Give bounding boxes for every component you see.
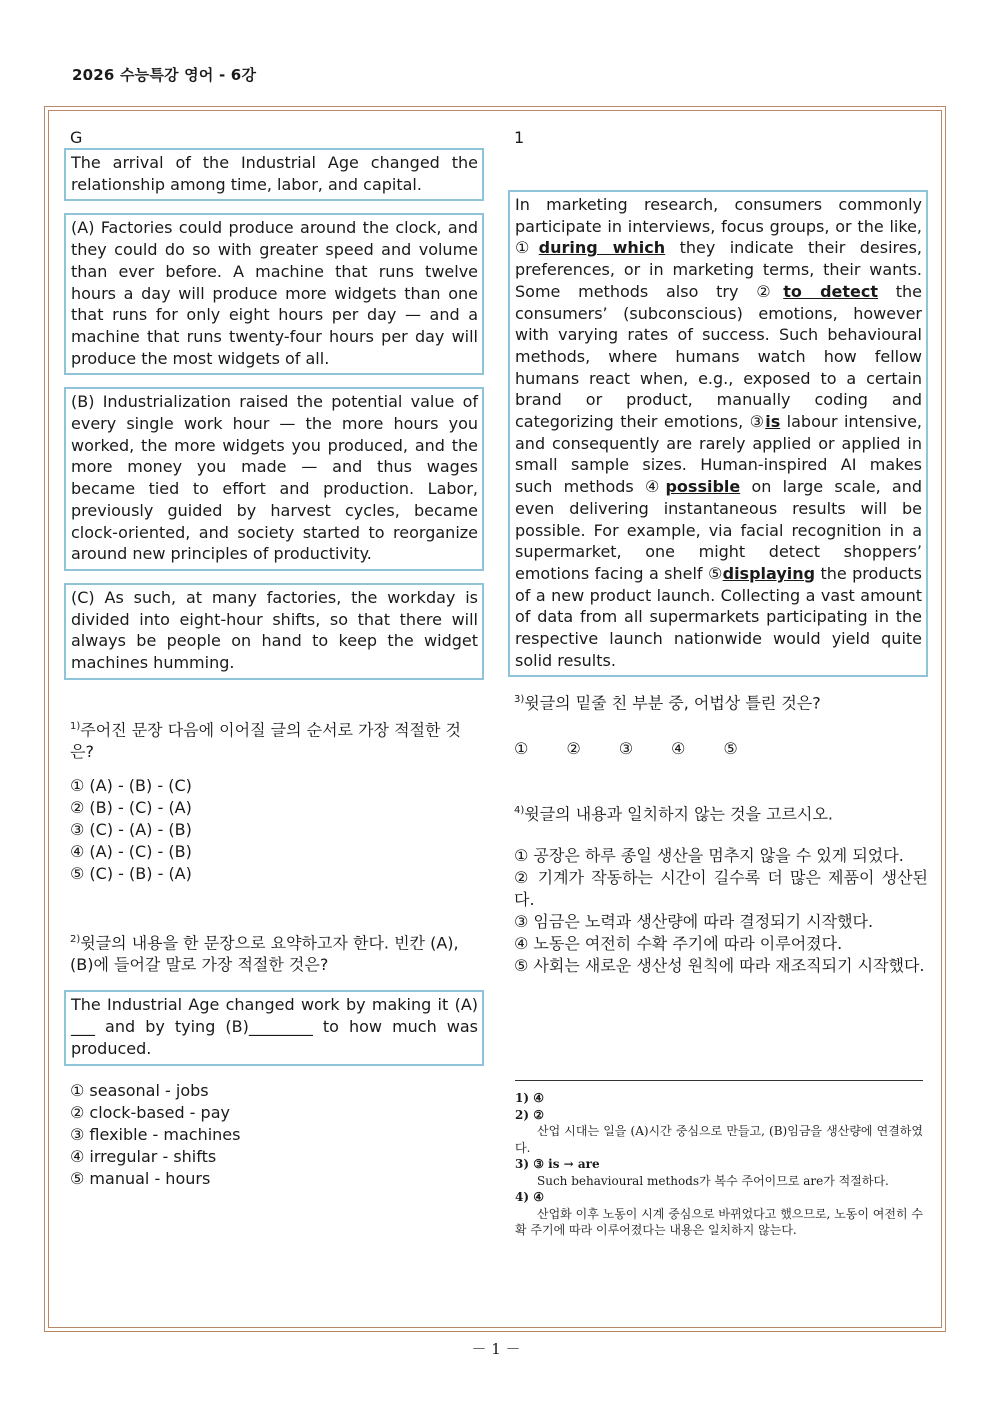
option-item[interactable]: ② (B) - (C) - (A) (70, 798, 192, 818)
option-item[interactable]: ② clock-based - pay (70, 1102, 230, 1122)
footnote-divider (515, 1080, 923, 1081)
page-number: － 1 － (471, 1340, 521, 1358)
question-3 (508, 689, 928, 714)
marker-3: ③ (749, 412, 766, 432)
underlined-4: possible (665, 477, 741, 497)
page-header-title: 2026 수능특강 영어 - 6강 (72, 66, 257, 84)
answer-2-key: 2) ② (515, 1107, 544, 1122)
question-2-number: 2) (70, 934, 81, 946)
option-item[interactable]: ② (566, 738, 581, 758)
paragraph-c-box: (C) As such, at many factories, the workday is divided into eight-hour shifts, so that there will always be people on hand to keep the widget machines humming. (64, 583, 484, 680)
right-column (508, 128, 928, 977)
underlined-1: during which (538, 238, 666, 258)
option-item[interactable]: ④ (671, 738, 686, 758)
answer-1-key: 1) ④ (515, 1091, 544, 1105)
marker-4: ④ (644, 477, 666, 497)
option-item[interactable]: ③ (C) - (A) - (B) (70, 820, 192, 840)
answer-4-explanation: 산업화 이후 노동이 시계 중심으로 바뀌었다고 했으므로, 노동이 여전히 수확 주기에 따라 이루어졌다는 내용은 일치하지 않는다. (515, 1206, 923, 1237)
option-item[interactable]: ⑤ (C) - (B) - (A) (70, 864, 192, 884)
marker-1: ① (515, 238, 539, 258)
paragraph-b-box: (B) Industrialization raised the potential value of every single work hour — the more hours you worked, the more widgets you produced, and the more money you made — and thus wages became tied to effort and production. Labor, previously guided by harvest cycles, became clock-oriented, and society started to reorganize around new principles of productivity. (64, 387, 484, 571)
answer-3-explanation: Such behavioural methods가 복수 주어이므로 are가 적절하다. (537, 1173, 889, 1188)
answer-footnotes (515, 1090, 923, 1239)
option-item[interactable]: ⑤ (723, 738, 738, 758)
option-item[interactable]: ① seasonal - jobs (70, 1080, 209, 1100)
option-item[interactable]: ③ flexible - machines (70, 1124, 241, 1144)
option-item[interactable]: ① 공장은 하루 종일 생산을 멈추지 않을 수 있게 되었다. (514, 846, 904, 866)
question-2-text: 윗글의 내용을 한 문장으로 요약하고자 한다. 빈칸 (A), (B)에 들어갈 말로 가장 적절한 것은? (70, 933, 459, 975)
question-4-number: 4) (514, 804, 525, 816)
question-2 (64, 929, 484, 976)
left-column (64, 128, 484, 1190)
question-1-number: 1) (70, 720, 81, 732)
answer-2-explanation: 산업 시대는 일을 (A)시간 중심으로 만들고, (B)임금을 생산량에 연결하였다. (515, 1124, 923, 1155)
question-1-text: 주어진 문장 다음에 이어질 글의 순서로 가장 적절한 것은? (70, 720, 461, 762)
option-item[interactable]: ① (A) - (B) - (C) (70, 776, 192, 796)
option-item[interactable]: ③ (618, 738, 634, 758)
marketing-passage-box (508, 190, 928, 677)
question-4 (508, 800, 928, 825)
question-3-options (508, 739, 928, 758)
question-3-number: 3) (514, 694, 525, 706)
answer-4-key: 4) ④ (515, 1190, 544, 1204)
passage-text: the products of a new product launch. Collecting a vast amount of data from all supermarkets participating in the respective launch nationwide would yield quite solid results. (515, 563, 922, 670)
marker-2: ② (756, 281, 784, 301)
option-item[interactable]: ④ 노동은 여전히 수확 주기에 따라 이루어졌다. (514, 934, 843, 954)
option-item[interactable]: ⑤ manual - hours (70, 1168, 211, 1188)
question-1-options (64, 775, 484, 885)
passage-text: the consumers’ (subconscious) emotions, however with varying rates of success. Such behavioural methods, where humans watch how fellow humans react when, e.g., exposed to a certain brand or product, manually coding and categorizing their emotions, (515, 281, 923, 432)
question-1 (64, 716, 484, 763)
option-item[interactable]: ① (514, 738, 529, 758)
question-2-options (64, 1080, 484, 1190)
option-item[interactable]: ③ 임금은 노력과 생산량에 따라 결정되기 시작했다. (514, 912, 874, 932)
underlined-3: is (765, 412, 781, 432)
passage-text: labour intensive, and consequently are rarely applied or applied in small sample sizes. Human-inspired AI makes such methods (515, 412, 922, 497)
summary-sentence-box: The Industrial Age changed work by making it (A) ___ and by tying (B)________ to how much was produced. (64, 990, 484, 1065)
option-item[interactable]: ④ (A) - (C) - (B) (70, 842, 192, 862)
passage-text: on large scale, and even delivering instantaneous results will be possible. For example, via facial recognition in a supermarket, one might detect shoppers’ emotions facing a shelf (515, 477, 923, 583)
paragraph-a-box: (A) Factories could produce around the clock, and they could do so with greater speed and volume than ever before. A machine that runs twelve hours a day will produce more widgets than one that runs for only eight hours per day — and a machine that runs twenty-four hours per day will produce the most widgets of all. (64, 213, 484, 375)
passage-label-1: 1 (514, 128, 525, 147)
answer-3-key: 3) ③ is → are (515, 1157, 600, 1171)
underlined-2: to detect (783, 281, 879, 301)
option-item[interactable]: ④ irregular - shifts (70, 1146, 217, 1166)
question-4-options (508, 845, 928, 977)
marker-5: ⑤ (707, 563, 723, 583)
passage-text: they indicate their desires, preferences, or in marketing terms, their wants. Some methods also try (515, 238, 923, 301)
intro-sentence-box: The arrival of the Industrial Age changed the relationship among time, labor, and capital. (64, 148, 484, 201)
question-4-text: 윗글의 내용과 일치하지 않는 것을 고르시오. (524, 804, 833, 824)
underlined-5: displaying (722, 563, 816, 583)
option-item[interactable]: ⑤ 사회는 새로운 생산성 원칙에 따라 재조직되기 시작했다. (514, 956, 925, 976)
passage-label-g: G (70, 128, 83, 147)
passage-text: In marketing research, consumers commonly participate in interviews, focus groups, or the like, (515, 195, 922, 236)
question-3-text: 윗글의 밑줄 친 부분 중, 어법상 틀린 것은? (524, 693, 821, 713)
option-item[interactable]: ② 기계가 작동하는 시간이 길수록 더 많은 제품이 생산된다. (514, 868, 928, 910)
